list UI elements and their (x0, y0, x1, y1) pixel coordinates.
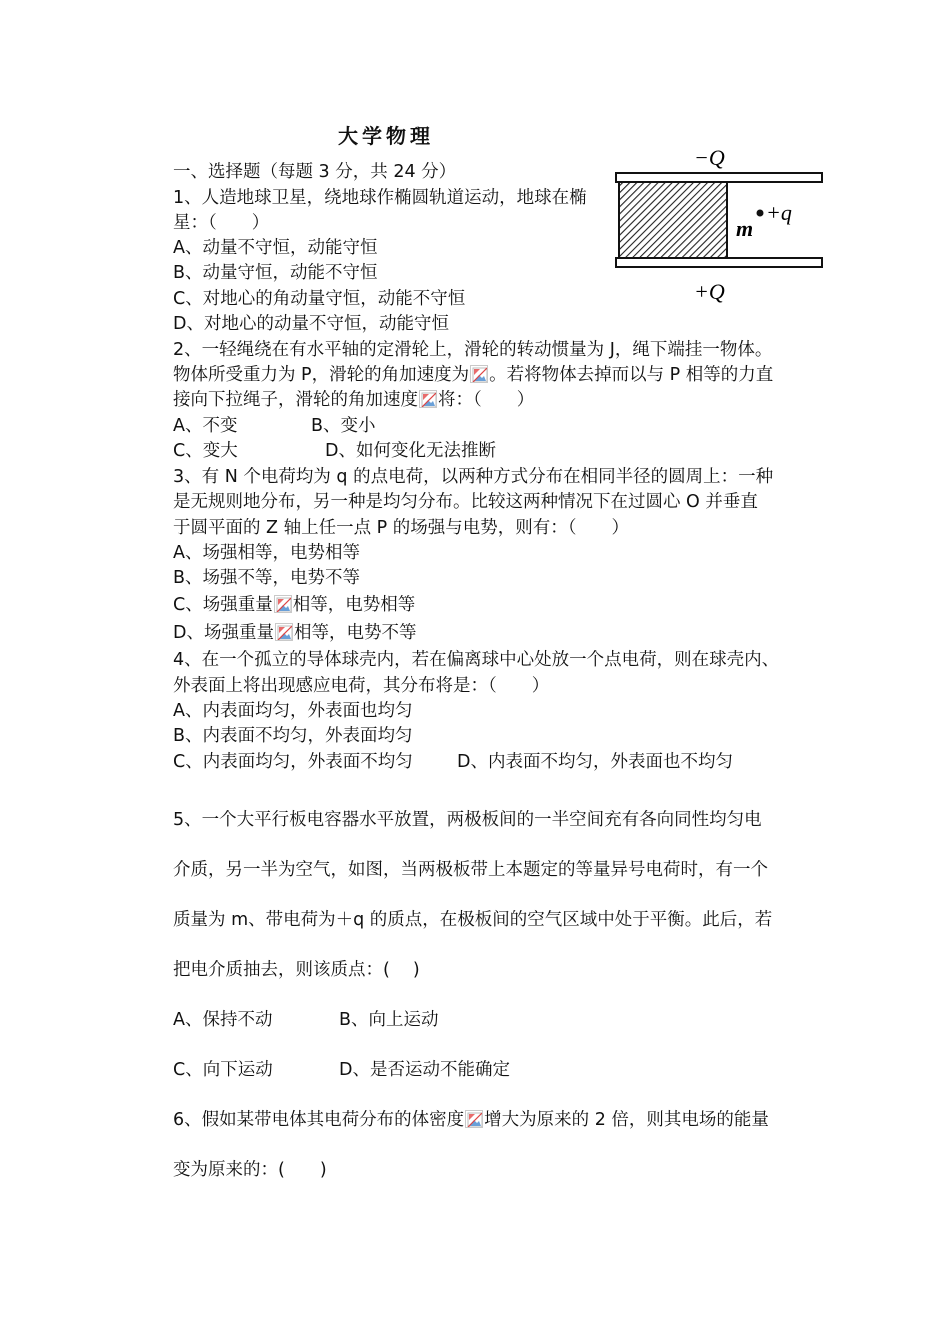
q3-option-c (173, 593, 415, 617)
q2-option-b: B、变小 (311, 416, 376, 436)
section-header: 一、选择题（每题 3 分，共 24 分） (173, 162, 457, 182)
q3-line3: 于圆平面的 Z 轴上任一点 P 的场强与电势，则有：（ ） (173, 518, 630, 538)
charged-particle (757, 210, 764, 217)
broken-image-icon (274, 595, 292, 613)
q2-option-c: C、变大 (173, 441, 238, 461)
bottom-plate (616, 258, 822, 267)
q1-option-b: B、动量守恒，动能不守恒 (173, 263, 378, 283)
charge-label: +q (766, 200, 792, 225)
q2-option-d: D、如何变化无法推断 (325, 441, 496, 461)
q1-option-d: D、对地心的动量不守恒，动能守恒 (173, 314, 449, 334)
q5-option-a: A、保持不动 (173, 1010, 273, 1030)
q1-line1: 1、人造地球卫星，绕地球作椭圆轨道运动，地球在椭 (173, 188, 587, 208)
top-plate-label: −Q (694, 145, 725, 170)
q6-line1-text-end: 增大为原来的 2 倍，则其电场的能量 (484, 1110, 769, 1130)
q4-line2: 外表面上将出现感应电荷，其分布将是：（ ） (173, 676, 550, 696)
q4-option-a: A、内表面均匀，外表面也均匀 (173, 701, 413, 721)
mass-label: m (736, 216, 754, 241)
q4-line1: 4、在一个孤立的导体球壳内，若在偏离球中心处放一个点电荷，则在球壳内、 (173, 650, 780, 670)
q4-option-d: D、内表面不均匀，外表面也不均匀 (457, 752, 733, 772)
q2-line1: 2、一轻绳绕在有水平轴的定滑轮上，滑轮的转动惯量为 J，绳下端挂一物体。 (173, 340, 773, 360)
q3-line2: 是无规则地分布，另一种是均匀分布。比较这两种情况下在过圆心 O 并垂直 (173, 492, 758, 512)
q2-option-a: A、不变 (173, 416, 238, 436)
broken-image-icon (465, 1110, 483, 1128)
page-title: 大学物理 (338, 124, 434, 148)
q3-option-b: B、场强不等，电势不等 (173, 568, 361, 588)
top-plate (616, 173, 822, 182)
q2-line3-text: 接向下拉绳子，滑轮的角加速度 (173, 390, 418, 410)
dielectric-block (619, 182, 727, 258)
bottom-plate-label: +Q (694, 279, 725, 304)
q3-option-c-text-end: 相等，电势相等 (292, 595, 416, 615)
q5-line1: 5、一个大平行板电容器水平放置，两极板间的一半空间充有各向同性均匀电 (173, 810, 762, 830)
capacitor-diagram (612, 143, 830, 306)
q3-option-c-text: C、场强重量 (173, 595, 273, 615)
q5-option-b: B、向上运动 (339, 1010, 439, 1030)
q3-line1: 3、有 N 个电荷均为 q 的点电荷，以两种方式分布在相同半径的圆周上：一种 (173, 467, 774, 487)
broken-image-icon (275, 623, 293, 641)
broken-image-icon (470, 365, 488, 383)
q3-option-d-text: D、场强重量 (173, 623, 274, 643)
q5-line4: 把电介质抽去，则该质点：( ) (173, 960, 420, 980)
q1-option-a: A、动量不守恒，动能守恒 (173, 238, 378, 258)
q6-line1-text: 6、假如某带电体其电荷分布的体密度 (173, 1110, 465, 1130)
q4-option-c: C、内表面均匀，外表面不均匀 (173, 752, 413, 772)
q3-option-d (173, 621, 416, 645)
q3-option-d-text-end: 相等，电势不等 (293, 623, 417, 643)
q2-line3 (173, 388, 534, 412)
q2-line2-text-end: 。若将物体去掉而以与 P 相等的力直 (489, 365, 774, 385)
q2-line3-text-end: 将：（ ） (438, 390, 535, 410)
q5-option-c: C、向下运动 (173, 1060, 273, 1080)
broken-image-icon (419, 390, 437, 408)
q2-line2-text: 物体所受重力为 P，滑轮的角加速度为 (173, 365, 470, 385)
q6-line1 (173, 1108, 769, 1132)
q5-line3: 质量为 m、带电荷为＋q 的质点，在极板间的空气区域中处于平衡。此后，若 (173, 910, 773, 930)
q5-option-d: D、是否运动不能确定 (339, 1060, 510, 1080)
q1-option-c: C、对地心的角动量守恒，动能不守恒 (173, 289, 466, 309)
q6-line2: 变为原来的：( ) (173, 1160, 327, 1180)
q4-option-b: B、内表面不均匀，外表面均匀 (173, 726, 413, 746)
q1-line2: 星：（ ） (173, 213, 270, 233)
q5-line2: 介质，另一半为空气，如图，当两极板带上本题定的等量异号电荷时，有一个 (173, 860, 768, 880)
q2-line2 (173, 363, 773, 387)
q3-option-a: A、场强相等，电势相等 (173, 543, 360, 563)
